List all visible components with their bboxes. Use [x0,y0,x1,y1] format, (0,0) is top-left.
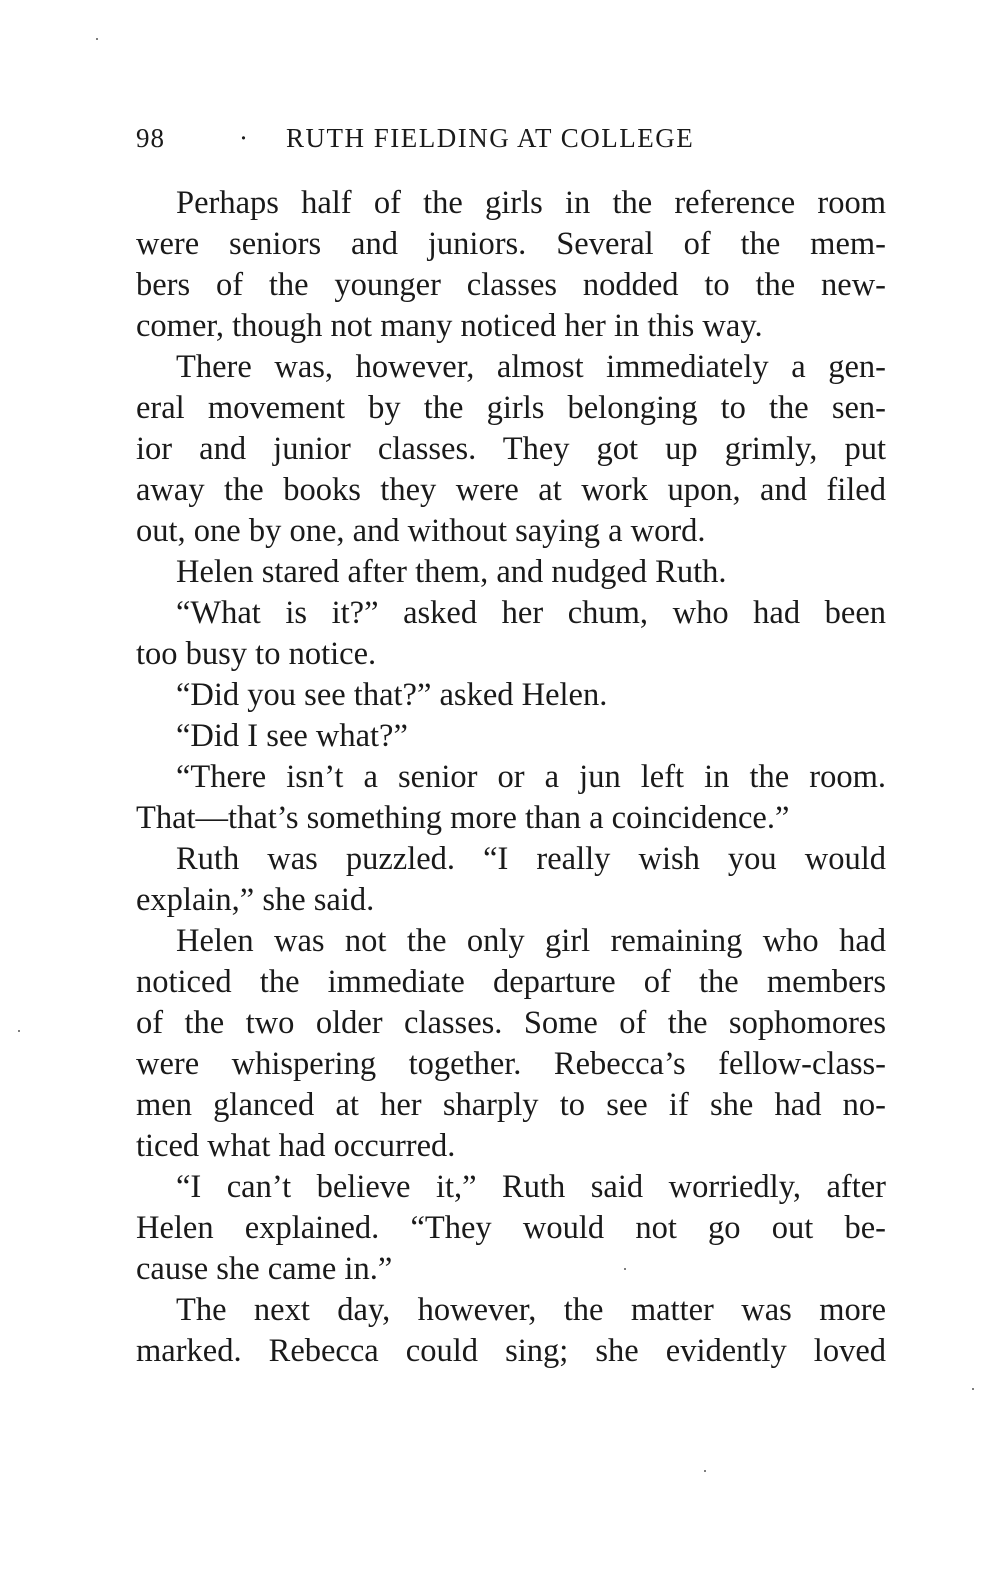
text-line: ior and junior classes. They got up grimly, put [136,431,886,467]
text-line: were seniors and juniors. Several of the mem- [136,226,886,262]
text-line: explain,” she said. [136,882,375,918]
text-line: There was, however, almost immediately a gen- [176,349,886,385]
book-title: RUTH FIELDING AT COLLEGE [286,123,695,153]
text-line: Helen stared after them, and nudged Ruth. [176,554,727,590]
text-line: cause she came in.” [136,1251,393,1287]
text-line: “Did you see that?” asked Helen. [176,677,608,713]
text-line: Helen was not the only girl remaining who had [176,923,886,959]
text-line: of the two older classes. Some of the sophomores [136,1005,886,1041]
text-line: noticed the immediate departure of the members [136,964,886,1000]
text-line: out, one by one, and without saying a word. [136,513,706,549]
text-line: Helen explained. “They would not go out be- [136,1210,886,1246]
text-line: comer, though not many noticed her in this way. [136,308,763,344]
paper-speck [18,1030,20,1032]
text-line: eral movement by the girls belonging to the sen- [136,390,886,426]
text-line: ticed what had occurred. [136,1128,456,1164]
text-line: Ruth was puzzled. “I really wish you would [176,841,886,877]
text-line: “I can’t believe it,” Ruth said worriedly, after [176,1169,886,1205]
text-line: bers of the younger classes nodded to the new- [136,267,886,303]
text-line: The next day, however, the matter was more [176,1292,886,1328]
text-line: “What is it?” asked her chum, who had been [176,595,886,631]
text-line: too busy to notice. [136,636,377,672]
body-text [136,183,886,1372]
text-line: away the books they were at work upon, and filed [136,472,886,508]
paper-speck [704,1470,706,1472]
text-line: That—that’s something more than a coincidence.” [136,800,790,836]
text-line: men glanced at her sharply to see if she had no- [136,1087,886,1123]
header-separator: · [239,123,249,153]
page-number: 98 [136,123,165,153]
text-line: “Did I see what?” [176,718,408,754]
paper-speck [96,38,98,40]
paper-speck [624,1268,626,1270]
text-line: marked. Rebecca could sing; she evidently loved [136,1333,886,1369]
running-head [136,123,756,163]
text-line: were whispering together. Rebecca’s fellow-class- [136,1046,886,1082]
text-line: Perhaps half of the girls in the reference room [176,185,886,221]
text-line: “There isn’t a senior or a jun left in the room. [176,759,886,795]
paper-speck [972,1388,974,1390]
